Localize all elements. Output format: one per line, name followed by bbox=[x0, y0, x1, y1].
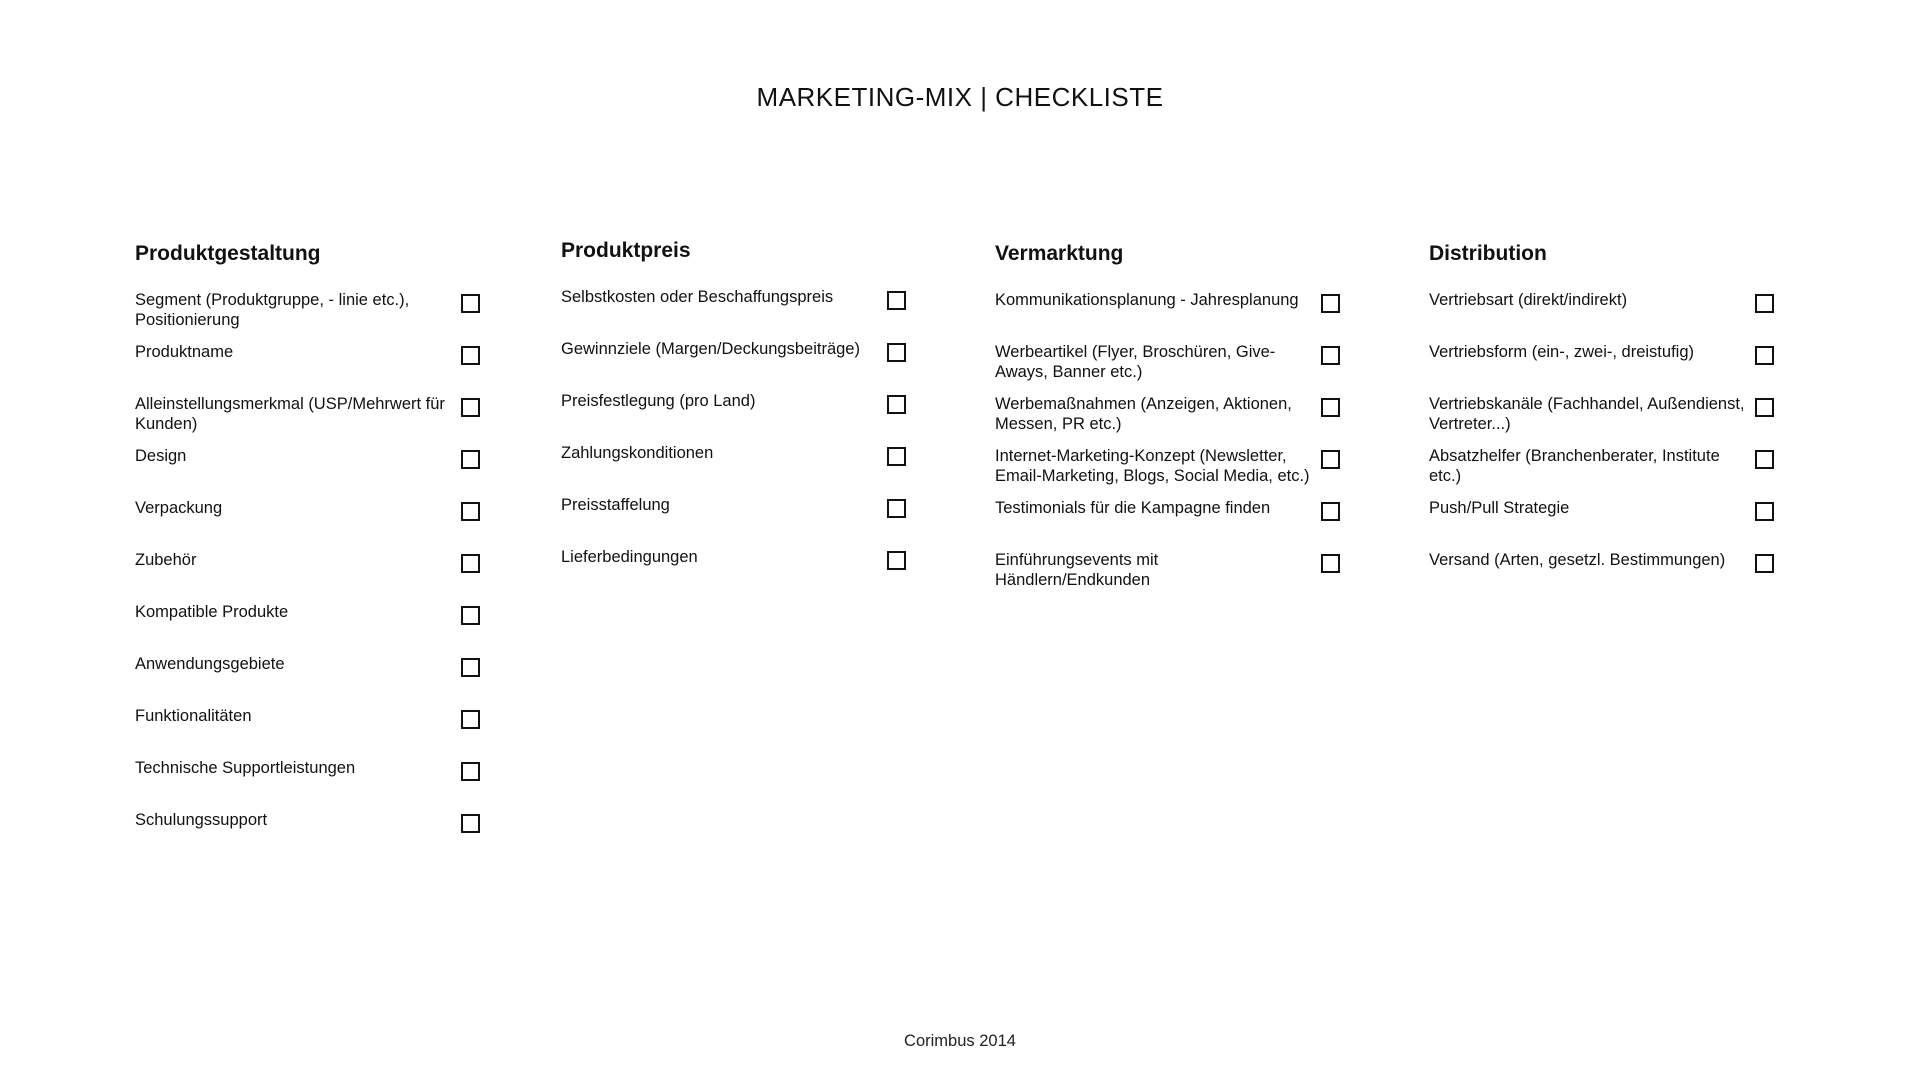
checkbox[interactable] bbox=[1321, 450, 1340, 469]
checkbox[interactable] bbox=[461, 346, 480, 365]
checkbox[interactable] bbox=[461, 502, 480, 521]
checkbox[interactable] bbox=[887, 447, 906, 466]
checklist-item-label: Zubehör bbox=[135, 551, 197, 569]
checkbox[interactable] bbox=[461, 710, 480, 729]
checklist-item-label: Absatzhelfer (Branchenberater, Institute etc.) bbox=[1429, 447, 1720, 485]
checklist-item-label: Verpackung bbox=[135, 499, 223, 517]
column-vermarktung bbox=[995, 240, 1415, 600]
column-produktgestaltung bbox=[135, 240, 555, 860]
checkbox[interactable] bbox=[461, 554, 480, 573]
checkbox[interactable] bbox=[1321, 398, 1340, 417]
footer-credit: Corimbus 2014 bbox=[904, 1032, 1016, 1050]
checklist-item bbox=[561, 493, 981, 545]
checkbox[interactable] bbox=[461, 814, 480, 833]
checkbox[interactable] bbox=[1755, 346, 1774, 365]
column-distribution bbox=[1429, 240, 1849, 600]
checklist-item-label: Lieferbedingungen bbox=[561, 548, 698, 566]
checklist-item bbox=[135, 548, 555, 600]
checkbox[interactable] bbox=[1755, 450, 1774, 469]
checkbox[interactable] bbox=[1755, 294, 1774, 313]
checklist-item bbox=[135, 340, 555, 392]
checkbox[interactable] bbox=[887, 343, 906, 362]
checklist-item-label: Alleinstellungsmerkmal (USP/Mehrwert für Kunden) bbox=[135, 395, 445, 433]
checklist-item-label: Kompatible Produkte bbox=[135, 603, 289, 621]
checklist-item-label: Funktionalitäten bbox=[135, 707, 252, 725]
checkbox[interactable] bbox=[887, 499, 906, 518]
checklist-item-label: Werbemaßnahmen (Anzeigen, Aktionen, Messen, PR etc.) bbox=[995, 395, 1292, 433]
checklist-item-label: Versand (Arten, gesetzl. Bestimmungen) bbox=[1429, 551, 1726, 569]
checklist-item-label: Technische Supportleistungen bbox=[135, 759, 356, 777]
checklist-item-label: Vertriebsart (direkt/indirekt) bbox=[1429, 291, 1628, 309]
checklist-item bbox=[1429, 548, 1849, 600]
checklist-item-label: Preisstaffelung bbox=[561, 496, 670, 514]
checklist-item-label: Einführungsevents mit Händlern/Endkunden bbox=[995, 551, 1159, 589]
checkbox[interactable] bbox=[1321, 554, 1340, 573]
checkbox[interactable] bbox=[1321, 294, 1340, 313]
checklist bbox=[561, 285, 981, 597]
checklist-item-label: Zahlungskonditionen bbox=[561, 444, 714, 462]
checklist-item bbox=[995, 444, 1415, 496]
checklist-item bbox=[135, 704, 555, 756]
checkbox[interactable] bbox=[461, 294, 480, 313]
checklist-item bbox=[135, 496, 555, 548]
checklist-item-label: Vertriebsform (ein-, zwei-, dreistufig) bbox=[1429, 343, 1694, 361]
checklist-item-label: Push/Pull Strategie bbox=[1429, 499, 1570, 517]
checkbox[interactable] bbox=[1321, 502, 1340, 521]
checklist-item-label: Selbstkosten oder Beschaffungspreis bbox=[561, 288, 834, 306]
checklist bbox=[135, 288, 555, 860]
checkbox[interactable] bbox=[461, 762, 480, 781]
checklist-item-label: Anwendungsgebiete bbox=[135, 655, 285, 673]
checklist-item bbox=[561, 337, 981, 389]
checklist-item-label: Gewinnziele (Margen/Deckungsbeiträge) bbox=[561, 340, 860, 358]
checkbox[interactable] bbox=[1321, 346, 1340, 365]
checkbox[interactable] bbox=[461, 606, 480, 625]
checkbox[interactable] bbox=[1755, 502, 1774, 521]
checklist-item-label: Produktname bbox=[135, 343, 234, 361]
checklist-item-label: Segment (Produktgruppe, - linie etc.), Positionierung bbox=[135, 291, 410, 329]
checklist-item bbox=[561, 285, 981, 337]
column-heading: Produktgestaltung bbox=[135, 242, 321, 265]
checkbox[interactable] bbox=[887, 551, 906, 570]
checklist-item-label: Schulungssupport bbox=[135, 811, 268, 829]
checklist-item-label: Preisfestlegung (pro Land) bbox=[561, 392, 756, 410]
checklist-item-label: Internet-Marketing-Konzept (Newsletter, Email-Marketing, Blogs, Social Media, etc.) bbox=[995, 447, 1310, 485]
checklist-item bbox=[135, 756, 555, 808]
column-heading: Distribution bbox=[1429, 242, 1547, 265]
page-title: MARKETING-MIX | CHECKLISTE bbox=[756, 82, 1164, 112]
checklist-item bbox=[995, 548, 1415, 600]
checklist-item bbox=[1429, 288, 1849, 340]
checklist bbox=[995, 288, 1415, 600]
column-produktpreis bbox=[561, 237, 981, 597]
checklist-item bbox=[135, 444, 555, 496]
checklist-item bbox=[135, 392, 555, 444]
checkbox[interactable] bbox=[461, 658, 480, 677]
checklist-item bbox=[135, 652, 555, 704]
checklist-item-label: Design bbox=[135, 447, 187, 465]
checklist-item bbox=[995, 496, 1415, 548]
checkbox[interactable] bbox=[461, 450, 480, 469]
checklist-item bbox=[135, 288, 555, 340]
checklist-item bbox=[1429, 496, 1849, 548]
checklist-item-label: Kommunikationsplanung - Jahresplanung bbox=[995, 291, 1299, 309]
checklist-item bbox=[995, 340, 1415, 392]
checkbox[interactable] bbox=[887, 291, 906, 310]
checkbox[interactable] bbox=[1755, 554, 1774, 573]
checklist-item-label: Vertriebskanäle (Fachhandel, Außendienst, Vertreter...) bbox=[1429, 395, 1745, 433]
checklist-item bbox=[135, 808, 555, 860]
checkbox[interactable] bbox=[1755, 398, 1774, 417]
checklist-item bbox=[1429, 392, 1849, 444]
column-heading: Produktpreis bbox=[561, 239, 691, 262]
checkbox[interactable] bbox=[461, 398, 480, 417]
checklist-item bbox=[561, 545, 981, 597]
checkbox[interactable] bbox=[887, 395, 906, 414]
checklist bbox=[1429, 288, 1849, 600]
checklist-item-label: Werbeartikel (Flyer, Broschüren, Give-Aways, Banner etc.) bbox=[995, 343, 1276, 381]
column-heading: Vermarktung bbox=[995, 242, 1124, 265]
checklist-item bbox=[1429, 340, 1849, 392]
checklist-item bbox=[995, 288, 1415, 340]
checklist-item bbox=[561, 389, 981, 441]
checklist-item bbox=[135, 600, 555, 652]
checklist-item bbox=[561, 441, 981, 493]
checklist-item bbox=[995, 392, 1415, 444]
checklist-item-label: Testimonials für die Kampagne finden bbox=[995, 499, 1271, 517]
checklist-item bbox=[1429, 444, 1849, 496]
